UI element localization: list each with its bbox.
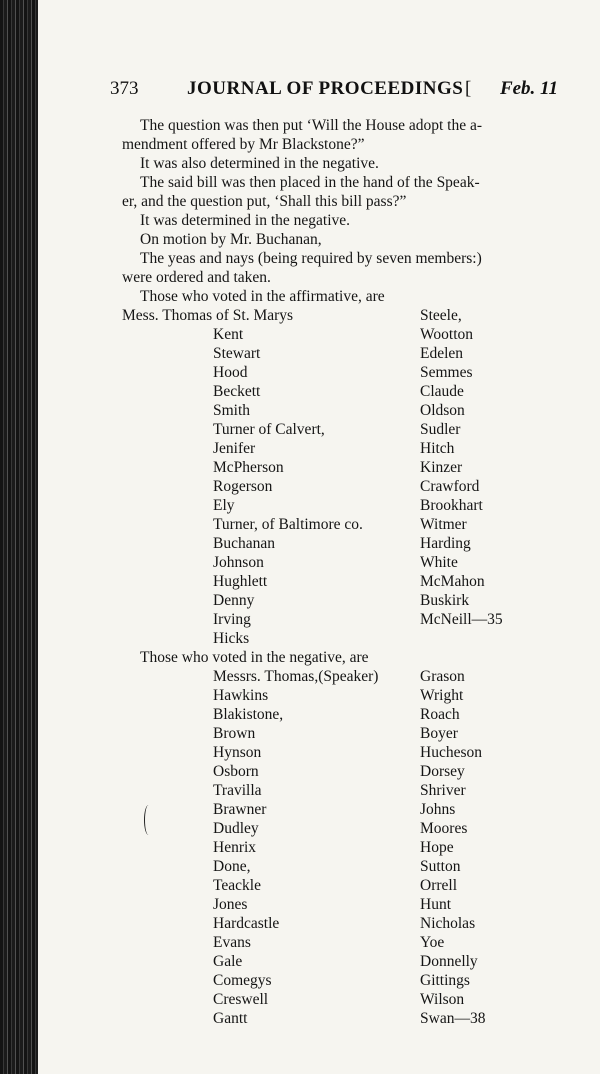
member-name-right: Buskirk: [420, 592, 470, 609]
paragraph-line: On motion by Mr. Buchanan,: [140, 231, 322, 248]
member-name-right: Steele,: [420, 307, 462, 324]
member-name-right: Semmes: [420, 364, 473, 381]
vote-row: [122, 344, 562, 363]
member-name-right: Brookhart: [420, 497, 483, 514]
vote-row: [122, 933, 562, 952]
margin-mark: [144, 805, 153, 835]
member-name-right: Hitch: [420, 440, 455, 457]
member-name-right: Roach: [420, 706, 460, 723]
member-name-left: Irving: [213, 611, 251, 628]
member-name-right: Hope: [420, 839, 454, 856]
vote-row: [122, 458, 562, 477]
member-name-left: Smith: [213, 402, 251, 419]
vote-row: [122, 895, 562, 914]
member-name-left: Hughlett: [213, 573, 268, 590]
paragraph-line: were ordered and taken.: [122, 269, 271, 286]
vote-row: [122, 629, 562, 648]
vote-row: [122, 306, 562, 325]
member-name-right: Donnelly: [420, 953, 478, 970]
vote-row: [122, 971, 562, 990]
member-name-right: Swan—38: [420, 1010, 486, 1027]
vote-row: [122, 401, 562, 420]
member-name-left: Buchanan: [213, 535, 275, 552]
member-name-left: Stewart: [213, 345, 261, 362]
member-name-right: Yoe: [420, 934, 445, 951]
vote-row: [122, 515, 562, 534]
member-name-right: Johns: [420, 801, 456, 818]
vote-row: [122, 496, 562, 515]
page-number: 373: [110, 78, 139, 99]
header-date: Feb. 11: [499, 78, 558, 99]
member-name-left: Turner of Calvert,: [213, 421, 325, 438]
member-name-right: Dorsey: [420, 763, 465, 780]
member-name-left: Hardcastle: [213, 915, 280, 932]
member-name-right: Crawford: [420, 478, 480, 495]
vote-row: [122, 990, 562, 1009]
member-name-right: McNeill—35: [420, 611, 503, 628]
member-name-left: Gantt: [213, 1010, 248, 1027]
vote-row: [122, 762, 562, 781]
member-name-right: Gittings: [420, 972, 470, 989]
header-bracket: [: [465, 78, 472, 99]
journal-page: [38, 0, 600, 1074]
member-name-right: Harding: [420, 535, 471, 552]
member-name-left: Messrs. Thomas,(Speaker): [213, 668, 379, 685]
vote-row: [122, 439, 562, 458]
vote-row: [122, 325, 562, 344]
vote-row: [122, 876, 562, 895]
member-name-left: Mess. Thomas of St. Marys: [122, 307, 294, 324]
member-name-right: Shriver: [420, 782, 466, 799]
member-name-left: Dudley: [213, 820, 259, 837]
vote-row: [122, 553, 562, 572]
member-name-left: Evans: [213, 934, 251, 951]
member-name-left: Rogerson: [213, 478, 273, 495]
binding-gutter: [0, 0, 38, 1074]
member-name-left: Henrix: [213, 839, 257, 856]
page-header: [110, 78, 558, 100]
negative-votes: [122, 667, 562, 1028]
member-name-right: Wootton: [420, 326, 474, 343]
member-name-left: Ely: [213, 497, 235, 514]
vote-row: [122, 952, 562, 971]
vote-row: [122, 382, 562, 401]
member-name-right: White: [420, 554, 458, 571]
vote-row: [122, 610, 562, 629]
vote-row: [122, 420, 562, 439]
member-name-right: Hunt: [420, 896, 451, 913]
vote-row: [122, 667, 562, 686]
member-name-left: Gale: [213, 953, 243, 970]
member-name-left: Jenifer: [213, 440, 256, 457]
member-name-left: Kent: [213, 326, 244, 343]
member-name-right: Nicholas: [420, 915, 476, 932]
paragraph-line: It was also determined in the negative.: [140, 155, 379, 172]
vote-row: [122, 914, 562, 933]
member-name-right: Hucheson: [420, 744, 482, 761]
paragraph-line: mendment offered by Mr Blackstone?”: [122, 136, 365, 153]
member-name-right: Orrell: [420, 877, 458, 894]
member-name-left: Brown: [213, 725, 256, 742]
paragraph-line: The said bill was then placed in the hand of the Speak-: [140, 174, 480, 191]
member-name-left: Done,: [213, 858, 251, 875]
member-name-left: Beckett: [213, 383, 261, 400]
member-name-left: Hawkins: [213, 687, 269, 704]
member-name-left: Johnson: [213, 554, 264, 571]
vote-row: [122, 363, 562, 382]
member-name-right: Oldson: [420, 402, 465, 419]
member-name-left: Brawner: [213, 801, 267, 818]
member-name-left: McPherson: [213, 459, 284, 476]
member-name-left: Comegys: [213, 972, 272, 989]
member-name-left: Osborn: [213, 763, 259, 780]
member-name-right: Witmer: [420, 516, 467, 533]
member-name-left: Creswell: [213, 991, 269, 1008]
member-name-right: Grason: [420, 668, 465, 685]
negative-heading: Those who voted in the negative, are: [140, 649, 369, 666]
member-name-right: Moores: [420, 820, 468, 837]
member-name-left: Jones: [213, 896, 248, 913]
member-name-left: Denny: [213, 592, 255, 609]
member-name-left: Turner, of Baltimore co.: [213, 516, 363, 533]
member-name-right: Claude: [420, 383, 464, 400]
member-name-right: Kinzer: [420, 459, 463, 476]
member-name-right: Sudler: [420, 421, 461, 438]
vote-row: [122, 724, 562, 743]
vote-row: [122, 705, 562, 724]
member-name-right: Sutton: [420, 858, 461, 875]
vote-row: [122, 591, 562, 610]
paragraph-line: The question was then put ‘Will the House adopt the a-: [140, 117, 483, 134]
member-name-left: Teackle: [213, 877, 261, 894]
member-name-left: Hicks: [213, 630, 250, 647]
vote-row: [122, 1009, 562, 1028]
member-name-left: Travilla: [213, 782, 262, 799]
vote-row: [122, 477, 562, 496]
member-name-left: Hood: [213, 364, 248, 381]
vote-row: [122, 743, 562, 762]
paragraph-line: Those who voted in the affirmative, are: [140, 288, 385, 305]
member-name-right: Wilson: [420, 991, 465, 1008]
paragraph-line: er, and the question put, ‘Shall this bill pass?”: [122, 193, 407, 210]
member-name-left: Hynson: [213, 744, 262, 761]
vote-row: [122, 857, 562, 876]
paragraph-line: The yeas and nays (being required by seven members:): [140, 250, 482, 267]
member-name-left: Blakistone,: [213, 706, 284, 723]
running-title: JOURNAL OF PROCEEDINGS: [187, 78, 464, 99]
vote-row: [122, 819, 562, 838]
vote-row: [122, 781, 562, 800]
journal-text: [122, 116, 562, 1028]
vote-row: [122, 686, 562, 705]
vote-row: [122, 838, 562, 857]
member-name-right: McMahon: [420, 573, 485, 590]
member-name-right: Wright: [420, 687, 464, 704]
vote-row: [122, 572, 562, 591]
affirmative-votes: [122, 306, 562, 648]
proceedings-paragraphs: [122, 116, 562, 306]
paragraph-line: It was determined in the negative.: [140, 212, 351, 229]
member-name-right: Edelen: [420, 345, 464, 362]
vote-row: [122, 534, 562, 553]
vote-row: [122, 800, 562, 819]
member-name-right: Boyer: [420, 725, 458, 742]
